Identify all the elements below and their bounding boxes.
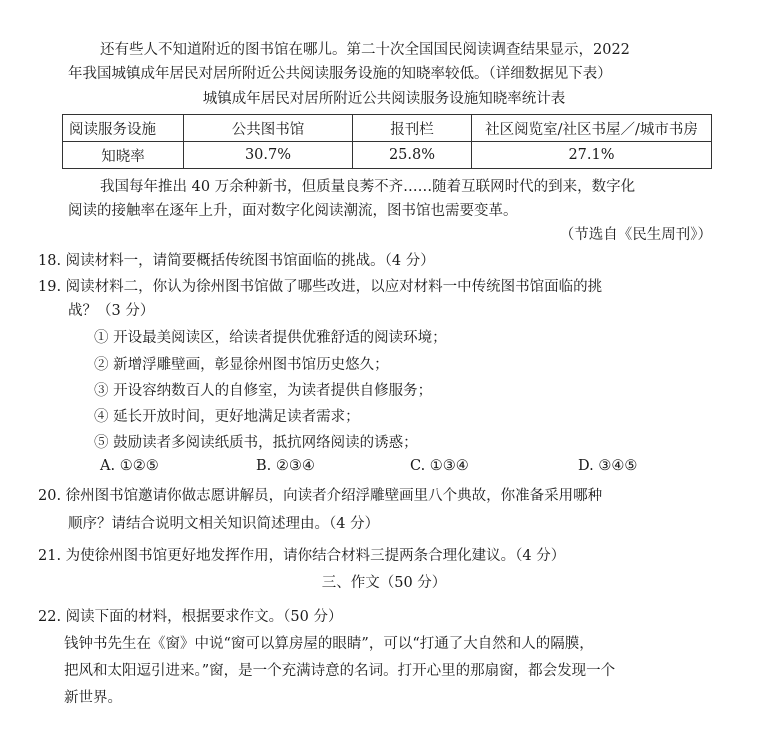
table-cell: 30.7% [184,142,353,169]
question-18: 18. 阅读材料一，请简要概括传统图书馆面临的挑战。（4 分） [38,253,435,269]
table-cell: 27.1% [472,142,712,169]
after-table-line-1: 我国每年推出 40 万余种新书，但质量良莠不齐……随着互联网时代的到来，数字化 [100,179,636,195]
question-20-line-1: 20. 徐州图书馆邀请你做志愿讲解员，向读者介绍浮雕壁画里八个典故，你准备采用哪种 [38,488,603,504]
intro-line-2: 年我国城镇成年居民对居所附近公共阅读服务设施的知晓率较低。（详细数据见下表） [68,66,612,82]
intro-line-1: 还有些人不知道附近的图书馆在哪儿。第二十次全国国民阅读调查结果显示，2022 [100,42,630,58]
option-a: A. ①②⑤ [100,458,159,474]
question-19-line-1: 19. 阅读材料二，你认为徐州图书馆做了哪些改进，以应对材料一中传统图书馆面临的挑 [38,279,603,295]
table-header-cell: 社区阅览室/社区书屋／/城市书房 [472,115,712,142]
q19-item-2: ② 新增浮雕壁画，彰显徐州图书馆历史悠久； [94,357,389,373]
table-cell: 知晓率 [63,142,184,169]
q19-item-5: ⑤ 鼓励读者多阅读纸质书，抵抗网络阅读的诱惑； [94,435,418,451]
option-c: C. ①③④ [410,458,469,474]
awareness-table [62,114,712,169]
section-heading: 三、作文（50 分） [321,575,447,591]
q22-paragraph-line-1: 钱钟书先生在《窗》中说“窗可以算房屋的眼睛”，可以“打通了大自然和人的隔膜， [64,636,594,652]
question-22: 22. 阅读下面的材料，根据要求作文。（50 分） [38,609,343,625]
table-header-cell: 阅读服务设施 [63,115,184,142]
option-d: D. ③④⑤ [578,458,638,474]
after-table-line-2: 阅读的接触率在逐年上升，面对数字化阅读潮流，图书馆也需要变革。 [68,203,518,219]
table-row [63,142,712,169]
table-title: 城镇成年居民对居所附近公共阅读服务设施知晓率统计表 [202,91,566,107]
table-header-cell: 公共图书馆 [184,115,353,142]
question-21: 21. 为使徐州图书馆更好地发挥作用，请你结合材料三提两条合理化建议。（4 分） [38,548,566,564]
q22-paragraph-line-3: 新世界。 [64,690,122,706]
question-20-line-2: 顺序？请结合说明文相关知识简述理由。（4 分） [68,516,380,532]
table-header-row [63,115,712,142]
q19-item-3: ③ 开设容纳数百人的自修室，为读者提供自修服务； [94,383,433,399]
q19-item-4: ④ 延长开放时间，更好地满足读者需求； [94,409,360,425]
question-19-line-2: 战？（3 分） [68,303,155,319]
source-note: （节选自《民生周刊》） [559,227,712,243]
q19-item-1: ① 开设最美阅读区，给读者提供优雅舒适的阅读环境； [94,330,447,346]
q22-paragraph-line-2: 把风和太阳逗引进来。”窗，是一个充满诗意的名词。打开心里的那扇窗，都会发现一个 [64,663,616,679]
option-b: B. ②③④ [256,458,315,474]
table-header-cell: 报刊栏 [353,115,472,142]
table-cell: 25.8% [353,142,472,169]
q19-options [100,456,660,476]
